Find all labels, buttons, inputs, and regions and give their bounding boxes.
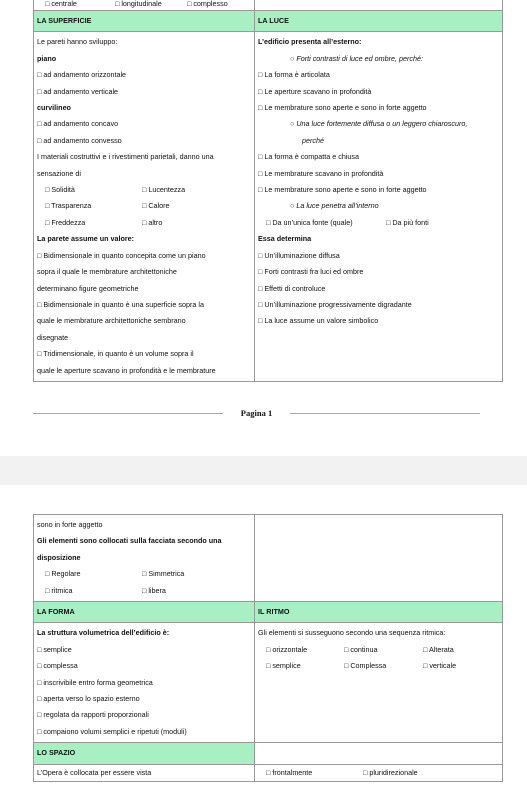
forma-content — [34, 623, 255, 743]
checkbox-regolata[interactable]: □ regolata da rapporti proporzionali — [37, 710, 149, 720]
checkbox-unica-fonte[interactable]: □ Da un’unica fonte (quale) — [266, 217, 353, 227]
valore-text: determinano figure geometriche — [37, 283, 139, 293]
page-2 — [0, 485, 527, 794]
checkbox-simmetrica[interactable]: □ Simmetrica — [142, 569, 185, 579]
checkbox-alterata[interactable]: □ Alterata — [423, 644, 454, 654]
analysis-table-page2 — [33, 514, 503, 782]
superficie-content — [34, 32, 255, 382]
analysis-table-page1 — [33, 0, 503, 382]
checkbox-verticale-ritmo[interactable]: □ verticale — [423, 661, 457, 671]
checkbox-moduli[interactable]: □ compaiono volumi semplici e ripetuti (moduli) — [37, 726, 187, 736]
elementi-label: Gli elementi sono collocati sulla facciata secondo una — [37, 536, 222, 546]
checkbox-convesso[interactable]: □ ad andamento convesso — [37, 135, 122, 145]
checkbox-membrature-aperte[interactable]: □ Le membrature sono aperte e sono in forte aggetto — [258, 185, 427, 195]
checkbox-digradante[interactable]: □ Un’illuminazione progressivamente digradante — [258, 299, 412, 309]
luce-header: LA LUCE — [255, 11, 503, 32]
checkbox-aperta[interactable]: □ aperta verso lo spazio esterno — [37, 694, 140, 704]
checkbox-inscrivibile[interactable]: □ inscrivibile entro forma geometrica — [37, 677, 153, 687]
checkbox-concavo[interactable]: □ ad andamento concavo — [37, 119, 119, 129]
checkbox-tridimensionale[interactable]: □ Tridimensionale, in quanto è un volume sopra il — [37, 349, 194, 359]
checkbox-continua[interactable]: □ continua — [344, 644, 378, 654]
checkbox-solidita[interactable]: □ Solidità — [45, 185, 75, 195]
checkbox-semplice[interactable]: □ semplice — [37, 644, 72, 654]
option-centrale[interactable]: □ centrale — [45, 0, 77, 8]
checkbox-membrature-aggetto[interactable]: □ Le membrature sono aperte e sono in forte aggetto — [258, 103, 427, 113]
checkbox-ritmica[interactable]: □ ritmica — [45, 585, 73, 595]
checkbox-libera[interactable]: □ libera — [142, 585, 166, 595]
empty-cell — [255, 0, 503, 11]
radio-luce-diffusa[interactable]: ○ Una luce fortemente diffusa o un leggero chiaroscuro, — [290, 119, 468, 129]
spazio-options — [255, 764, 503, 781]
checkbox-controluce[interactable]: □ Effetti di controluce — [258, 283, 326, 293]
valore-text: disegnate — [37, 332, 69, 342]
checkbox-lucentezza[interactable]: □ Lucentezza — [142, 185, 186, 195]
checkbox-calore[interactable]: □ Calore — [142, 201, 170, 211]
elementi-label-2: disposizione — [37, 552, 81, 562]
checkbox-simbolico[interactable]: □ La luce assume un valore simbolico — [258, 316, 379, 326]
luce-content — [255, 32, 503, 382]
checkbox-altro[interactable]: □ altro — [142, 217, 163, 227]
parete-label: La parete assume un valore: — [37, 234, 135, 244]
checkbox-trasparenza[interactable]: □ Trasparenza — [45, 201, 92, 211]
ritmo-content — [255, 623, 503, 743]
valore-text: quale le aperture scavano in profondità e le membrature — [37, 365, 216, 375]
checkbox-regolare[interactable]: □ Regolare — [45, 569, 81, 579]
valore-text: sopra il quale le membrature architettoniche — [37, 267, 177, 277]
checkbox-verticale[interactable]: □ ad andamento verticale — [37, 86, 119, 96]
checkbox-complessa-ritmo[interactable]: □ Complessa — [344, 661, 387, 671]
continuation-text: sono in forte aggetto — [37, 520, 103, 529]
spazio-text: L’Opera è collocata per essere vista — [37, 767, 152, 777]
determina-label: Essa determina — [258, 234, 312, 244]
diffusa-perche: perché — [302, 135, 324, 145]
page-footer — [33, 407, 480, 419]
disposizione-content — [34, 515, 255, 602]
checkbox-bidimensionale-superficie[interactable]: □ Bidimensionale in quanto è una superficie sopra la — [37, 299, 204, 309]
checkbox-complessa[interactable]: □ complessa — [37, 661, 78, 671]
ritmo-label: Gli elementi si susseguono secondo una sequenza ritmica: — [258, 628, 446, 638]
checkbox-forma-articolata[interactable]: □ La forma è articolata — [258, 70, 330, 80]
curvilineo-label: curvilineo — [37, 103, 71, 113]
checkbox-piu-fonti[interactable]: □ Da più fonti — [386, 217, 429, 227]
checkbox-illuminazione-diffusa[interactable]: □ Un’illuminazione diffusa — [258, 250, 340, 260]
materiali-text-2: sensazione di — [37, 168, 81, 178]
checkbox-orizzontale[interactable]: □ orizzontale — [266, 644, 308, 654]
radio-luce-interno[interactable]: ○ La luce penetra all’interno — [290, 201, 379, 211]
checkbox-forma-compatta[interactable]: □ La forma è compatta e chiusa — [258, 152, 360, 162]
forma-label: La struttura volumetrica dell’edificio è: — [37, 628, 170, 638]
esterno-label: L’edificio presenta all’esterno: — [258, 37, 362, 47]
ritmo-header: IL RITMO — [255, 602, 503, 623]
page-number: Pagina 1 — [236, 408, 277, 418]
valore-text: quale le membrature architettoniche sembrano — [37, 316, 186, 326]
checkbox-forti-contrasti[interactable]: □ Forti contrasti fra luci ed ombre — [258, 267, 364, 277]
materiali-text: I materiali costruttivi e i rivestimenti parietali, danno una — [37, 152, 214, 162]
empty-cell — [255, 515, 503, 602]
checkbox-frontalmente[interactable]: □ frontalmente — [266, 767, 313, 777]
option-complesso[interactable]: □ complesso — [187, 0, 228, 8]
checkbox-pluridirezionale[interactable]: □ pluridirezionale — [363, 767, 418, 777]
superficie-intro: Le pareti hanno sviluppo: — [37, 37, 118, 47]
forma-header: LA FORMA — [34, 602, 255, 623]
piano-label: piano — [37, 53, 57, 63]
spazio-content — [34, 764, 255, 781]
checkbox-membrature-scavano[interactable]: □ Le membrature scavano in profondità — [258, 168, 384, 178]
checkbox-freddezza[interactable]: □ Freddezza — [45, 217, 86, 227]
option-longitudinale[interactable]: □ longitudinale — [115, 0, 162, 8]
empty-header-cell — [255, 743, 503, 764]
superficie-header: LA SUPERFICIE — [34, 11, 255, 32]
checkbox-semplice-ritmo[interactable]: □ semplice — [266, 661, 301, 671]
checkbox-orizzontale[interactable]: □ ad andamento orizzontale — [37, 70, 127, 80]
checkbox-aperture-scavano[interactable]: □ Le aperture scavano in profondità — [258, 86, 372, 96]
radio-contrasti[interactable]: ○ Forti contrasti di luce ed ombre, perché: — [290, 53, 423, 63]
top-options-cell — [34, 0, 255, 11]
checkbox-bidimensionale-piano[interactable]: □ Bidimensionale in quanto concepita come un piano — [37, 250, 206, 260]
spazio-header: LO SPAZIO — [34, 743, 255, 764]
